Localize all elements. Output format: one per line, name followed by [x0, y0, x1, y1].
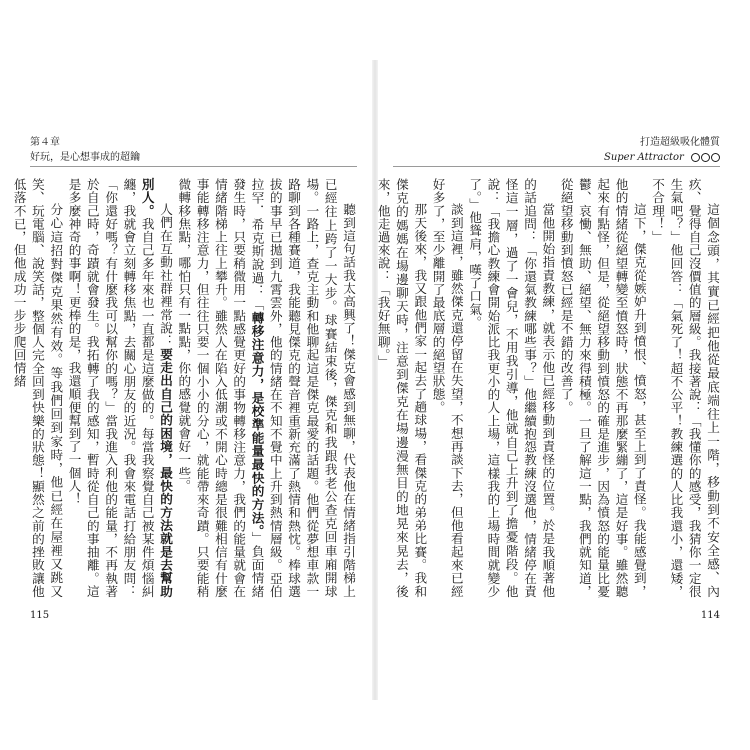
page-number: 114 [700, 610, 720, 621]
paragraph: 這下，傑克從嫉妒升到憤恨、憤怒，甚至上到了責怪。我能感覺到，他的情緒從絕望轉變至憤怒時，狀態不再那麼緊繃了，這是好事。雖然聽起來有點怪，但是，從絕望移動到憤怒的確是進步，因為憤怒的能量比憂鬱、哀慟、無助、絕望、無力來得積極。一旦了解這一點，我們就知道，從絕望移動到憤怒已經是不錯的改善了。 [558, 178, 647, 598]
running-header-left [30, 135, 140, 165]
paragraph: 這個念頭，其實已經把他從最底端往上一階，移動到不安全感、內疚、覺得自己沒價值的層級。我接著說：「我懂你的感受，我猜你一定很生氣吧？」他回答：「氣死了！超不公平！教練選的人比我還小，還矮，不合理！」 [650, 178, 720, 598]
page-number: 115 [30, 610, 50, 621]
running-header-right [604, 135, 720, 165]
paragraph: 分心這招對傑克果然有效。等我們回到家時，他已經在屋裡又跳又笑、玩電腦、說笑話，整個人完全回到快樂的狀態！顯然之前的挫敗讓他低落不已，但他成功一步步爬回情緒 [11, 178, 64, 598]
paragraph: 當他開始指責教練，就表示他已經移動到責怪的位置。於是我順著他的話追問：「你還氣教練哪些事？」他繼續抱怨教練沒選他，情緒停在責怪這一層，過了一會兒，不用我引導，他就自己上升到了擔憂階段。他說：「我擔心教練會開始派比我更小的人上場，這樣我的上場時間就變少了。」他聳肩，嘆了口氣。 [467, 178, 556, 598]
chapter-title: 好玩，是心想事成的超鑰 [30, 152, 140, 163]
header-rule [30, 166, 357, 167]
book-title-english: Super Attractor [603, 152, 684, 163]
chapter-number: 第４章 [30, 137, 60, 148]
header-rule [393, 166, 720, 167]
paragraph: 那天後來，我又跟他們家一起去了趟球場，看傑克的弟弟比賽。我和傑克的媽媽在場邊聊天時，注意到傑克在場邊漫無目的地晃來晃去，後來，他走過來說：「我好無聊。」 [375, 178, 428, 598]
paragraph: 人們在互動社群裡常說：要走出自己的困境，最快的方法就是去幫助別人。我自己多年來也一直都是這麼做的。每當我察覺自己被某件煩惱糾纏，我就會立刻轉移焦點，去關心朋友的近況。我會來電話打給朋友問：「你還好嗎？有什麼我可以幫你的嗎？」當我進入利他的能量，不再執著於自己時，奇蹟就會發生。我拓轉了我的感知，暫時從自己的事抽離。這是多麼神奇的事啊！更棒的是，我還順便幫到了一個人！ [66, 178, 174, 598]
left-page-body [11, 178, 357, 599]
book-title: 打造超級吸化體質 [640, 137, 720, 148]
emphasized-text: 要走出自己的困境，最快的方法就是去幫助別人。 [139, 178, 174, 598]
emphasized-text: 轉移注意力，是校準能量最快的方法。 [249, 311, 265, 532]
right-page-body [375, 178, 721, 598]
paragraph: 聽到這句話我太高興了！傑克會感到無聊，代表他在情緒指引階梯上已經往上跨了一大步。球賽結束後，傑克和我跟我老公查克回車廂開球場。一路上，查克主動和他聊起這是傑克最愛的話題。他們從夢想車款一路聊到各種賽道，我能聽見傑克的聲音裡重新充滿了熱情和熱忱。棒球選拔的事早已拋到九霄雲外，他的情緒在不知不覺中上升到熱情層級。亞伯拉罕．希克斯說過：「轉移注意力，是校準能量最快的方法。」負面情緒發生時，只要稍微用一點感覺更好的事物轉移注意力，我們的能量就會在情緒階梯上往上攀升。雖然人在陷入低潮或不開心時總是很難相信有什麼事能轉移注意力，但往往只要一個小小的分心，就能帶來奇蹟。只要能稍微轉移焦點，哪怕只有一點點，你的感覺就會好一些。 [176, 178, 356, 599]
paragraph: 談到這裡，雖然傑克還停留在失望，不想再談下去，但他看起來已經好多了，至少離開了最底層的絕望狀態。 [430, 178, 464, 598]
book-logo-icon [691, 153, 720, 162]
right-page [375, 0, 750, 750]
